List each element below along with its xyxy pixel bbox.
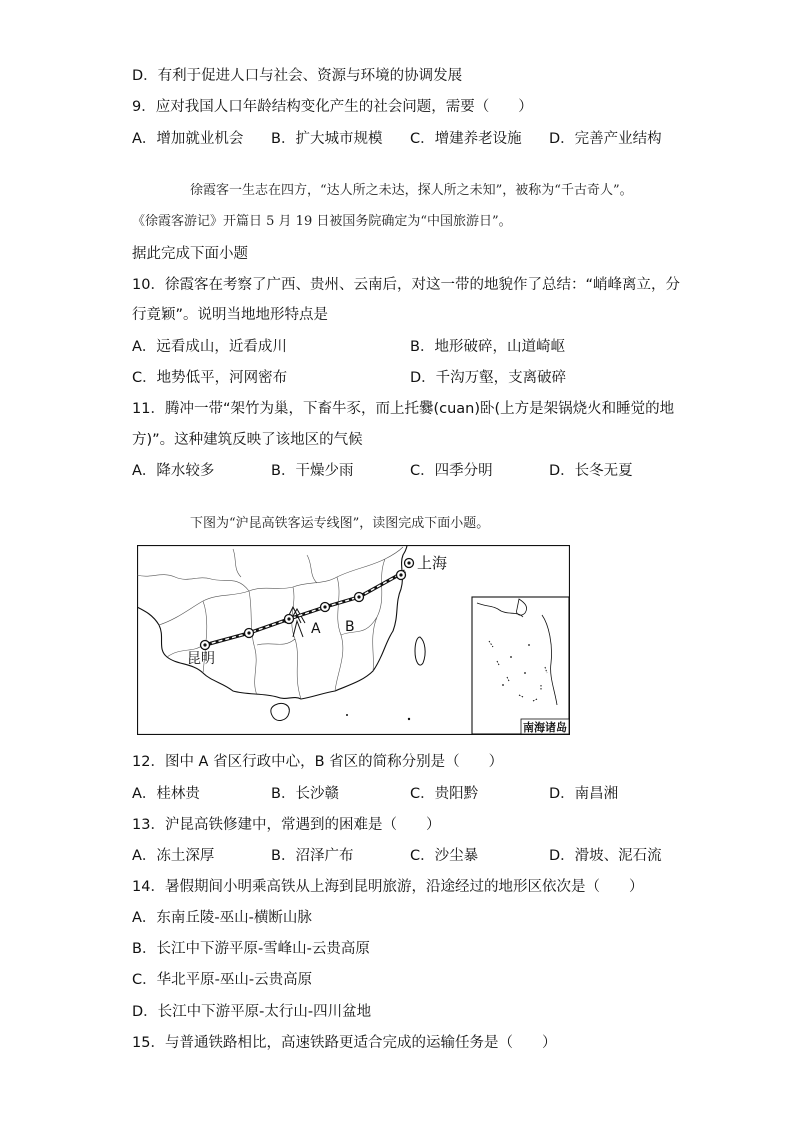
- q12-option-a: A．桂林贵: [132, 786, 200, 802]
- q13-option-c: C．沙尘暴: [410, 848, 479, 864]
- label-province-b: B: [345, 619, 355, 635]
- q15-stem: 15．与普通铁路相比，高速铁路更适合完成的运输任务是（ ）: [132, 1035, 557, 1051]
- q10-option-a: A．远看成山，近看成川: [132, 339, 287, 355]
- q12-option-d: D．南昌湘: [549, 786, 619, 802]
- passage2-intro: 下图为“沪昆高铁客运专线图”，读图完成下面小题。: [190, 516, 490, 531]
- q11-option-a: A．降水较多: [132, 463, 215, 479]
- q10-option-c: C．地势低平，河网密布: [132, 370, 288, 386]
- q12-option-b: B．长沙赣: [271, 786, 339, 802]
- q9-option-a: A．增加就业机会: [132, 131, 244, 147]
- q9-option-c: C．增建养老设施: [410, 131, 522, 147]
- label-kunming: 昆明: [187, 651, 215, 667]
- q14-option-b: B．长江中下游平原-雪峰山-云贵高原: [132, 941, 370, 957]
- q11-option-d: D．长冬无夏: [549, 463, 633, 479]
- q11-option-b: B．干燥少雨: [271, 463, 354, 479]
- label-south-china-sea-islands: 南海诸岛: [523, 721, 567, 734]
- passage1-instruction: 据此完成下面小题: [132, 246, 248, 262]
- q11-option-c: C．四季分明: [410, 463, 493, 479]
- q13-option-a: A．冻土深厚: [132, 848, 215, 864]
- railway-map: [137, 545, 570, 735]
- label-province-a: A: [311, 621, 321, 637]
- passage1-line1: 徐霞客一生志在四方，“达人所之未达，探人所之未知”，被称为“千古奇人”。: [190, 183, 633, 198]
- q11-stem-line2: 方)”。这种建筑反映了该地区的气候: [132, 432, 363, 448]
- q14-option-c: C．华北平原-巫山-云贵高原: [132, 972, 313, 988]
- q10-stem-line2: 行竟颖”。说明当地地形特点是: [132, 307, 329, 323]
- south-china-sea-inset: [472, 597, 569, 734]
- q12-option-c: C．贵阳黔: [410, 786, 479, 802]
- q12-stem: 12．图中 A 省区行政中心，B 省区的简称分别是（ ）: [132, 754, 504, 770]
- q9-option-d: D．完善产业结构: [549, 131, 662, 147]
- q14-option-d: D．长江中下游平原-太行山-四川盆地: [132, 1004, 372, 1020]
- q13-stem: 13．沪昆高铁修建中，常遇到的困难是（ ）: [132, 817, 441, 833]
- q10-stem-line1: 10．徐霞客在考察了广西、贵州、云南后，对这一带的地貌作了总结：“峭峰离立，分: [132, 277, 680, 293]
- q9-stem: 9．应对我国人口年龄结构变化产生的社会问题，需要（ ）: [132, 99, 533, 115]
- q14-stem: 14．暑假期间小明乘高铁从上海到昆明旅游，沿途经过的地形区依次是（ ）: [132, 879, 644, 895]
- q9-option-b: B．扩大城市规模: [271, 131, 383, 147]
- q13-option-b: B．沼泽广布: [271, 848, 354, 864]
- q10-option-b: B．地形破碎，山道崎岖: [410, 339, 565, 355]
- passage1-line2: 《徐霞客游记》开篇日 5 月 19 日被国务院确定为“中国旅游日”。: [132, 214, 512, 229]
- q10-option-d: D．千沟万壑，支离破碎: [410, 370, 567, 386]
- q14-option-a: A．东南丘陵-巫山-横断山脉: [132, 910, 312, 926]
- q13-option-d: D．滑坡、泥石流: [549, 848, 662, 864]
- q11-stem-line1: 11．腾冲一带“架竹为巢，下畜牛豕，而上托爨(cuan)卧(上方是架锅烧火和睡觉的地: [132, 401, 675, 417]
- q8-option-d: D．有利于促进人口与社会、资源与环境的协调发展: [132, 68, 463, 84]
- label-shanghai: 上海: [417, 554, 448, 572]
